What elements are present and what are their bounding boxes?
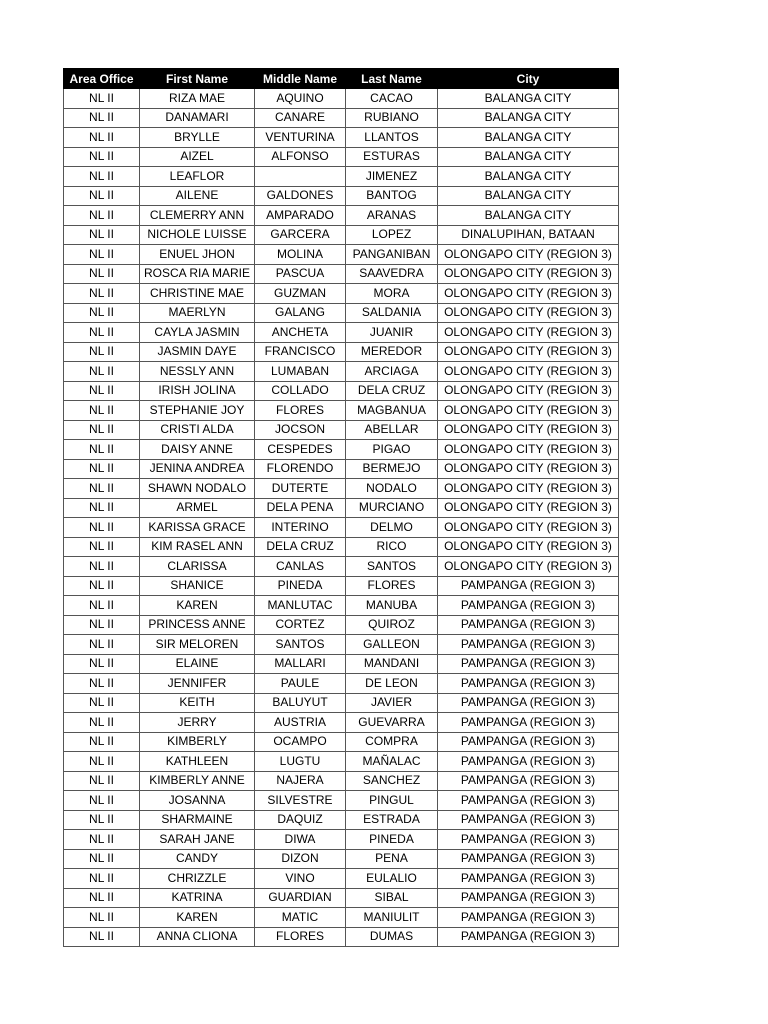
cell-middle-name: FLORENDO — [255, 459, 346, 479]
cell-area-office: NL II — [64, 420, 140, 440]
cell-city: PAMPANGA (REGION 3) — [438, 732, 619, 752]
cell-middle-name — [255, 167, 346, 187]
cell-last-name: QUIROZ — [346, 615, 438, 635]
cell-last-name: COMPRA — [346, 732, 438, 752]
table-row — [64, 225, 619, 245]
cell-middle-name: LUGTU — [255, 752, 346, 772]
table-row — [64, 245, 619, 265]
table-row — [64, 654, 619, 674]
cell-area-office: NL II — [64, 576, 140, 596]
cell-area-office: NL II — [64, 615, 140, 635]
cell-middle-name: DIWA — [255, 830, 346, 850]
cell-first-name: JOSANNA — [140, 791, 255, 811]
cell-city: PAMPANGA (REGION 3) — [438, 810, 619, 830]
cell-last-name: DUMAS — [346, 927, 438, 947]
cell-middle-name: MALLARI — [255, 654, 346, 674]
table-row — [64, 927, 619, 947]
cell-city: DINALUPIHAN, BATAAN — [438, 225, 619, 245]
table-row — [64, 849, 619, 869]
cell-middle-name: PINEDA — [255, 576, 346, 596]
roster-table — [63, 68, 619, 947]
cell-first-name: KAREN — [140, 908, 255, 928]
cell-first-name: DANAMARI — [140, 108, 255, 128]
cell-middle-name: CANLAS — [255, 557, 346, 577]
cell-last-name: MANUBA — [346, 596, 438, 616]
table-row — [64, 498, 619, 518]
cell-city: PAMPANGA (REGION 3) — [438, 615, 619, 635]
cell-middle-name: DELA CRUZ — [255, 537, 346, 557]
cell-first-name: KIMBERLY ANNE — [140, 771, 255, 791]
cell-last-name: SANCHEZ — [346, 771, 438, 791]
table-row — [64, 479, 619, 499]
cell-middle-name: SANTOS — [255, 635, 346, 655]
cell-last-name: MANIULIT — [346, 908, 438, 928]
cell-middle-name: ANCHETA — [255, 323, 346, 343]
cell-city: PAMPANGA (REGION 3) — [438, 869, 619, 889]
table-row — [64, 303, 619, 323]
table-row — [64, 557, 619, 577]
table-row — [64, 186, 619, 206]
cell-city: BALANGA CITY — [438, 89, 619, 109]
cell-area-office: NL II — [64, 810, 140, 830]
cell-first-name: JASMIN DAYE — [140, 342, 255, 362]
cell-last-name: DE LEON — [346, 674, 438, 694]
cell-last-name: RICO — [346, 537, 438, 557]
cell-first-name: PRINCESS ANNE — [140, 615, 255, 635]
cell-middle-name: MOLINA — [255, 245, 346, 265]
cell-area-office: NL II — [64, 128, 140, 148]
cell-area-office: NL II — [64, 479, 140, 499]
cell-area-office: NL II — [64, 323, 140, 343]
cell-middle-name: CESPEDES — [255, 440, 346, 460]
cell-first-name: NESSLY ANN — [140, 362, 255, 382]
header-city: City — [438, 69, 619, 89]
cell-area-office: NL II — [64, 537, 140, 557]
cell-first-name: CHRIZZLE — [140, 869, 255, 889]
cell-first-name: DAISY ANNE — [140, 440, 255, 460]
cell-middle-name: COLLADO — [255, 381, 346, 401]
cell-last-name: MANDANI — [346, 654, 438, 674]
cell-first-name: KARISSA GRACE — [140, 518, 255, 538]
cell-first-name: SHAWN NODALO — [140, 479, 255, 499]
cell-last-name: SAAVEDRA — [346, 264, 438, 284]
cell-city: OLONGAPO CITY (REGION 3) — [438, 245, 619, 265]
cell-city: OLONGAPO CITY (REGION 3) — [438, 362, 619, 382]
cell-middle-name: INTERINO — [255, 518, 346, 538]
cell-city: PAMPANGA (REGION 3) — [438, 674, 619, 694]
cell-last-name: BANTOG — [346, 186, 438, 206]
cell-city: PAMPANGA (REGION 3) — [438, 596, 619, 616]
table-row — [64, 888, 619, 908]
table-row — [64, 635, 619, 655]
cell-first-name: KATRINA — [140, 888, 255, 908]
cell-area-office: NL II — [64, 869, 140, 889]
header-area-office: Area Office — [64, 69, 140, 89]
cell-middle-name: FRANCISCO — [255, 342, 346, 362]
cell-city: BALANGA CITY — [438, 186, 619, 206]
cell-area-office: NL II — [64, 284, 140, 304]
cell-area-office: NL II — [64, 791, 140, 811]
cell-area-office: NL II — [64, 147, 140, 167]
cell-first-name: JENNIFER — [140, 674, 255, 694]
table-row — [64, 908, 619, 928]
table-row — [64, 752, 619, 772]
cell-last-name: PENA — [346, 849, 438, 869]
header-row — [64, 69, 619, 89]
cell-last-name: JAVIER — [346, 693, 438, 713]
cell-last-name: DELMO — [346, 518, 438, 538]
cell-last-name: PINEDA — [346, 830, 438, 850]
cell-last-name: GALLEON — [346, 635, 438, 655]
cell-city: PAMPANGA (REGION 3) — [438, 752, 619, 772]
cell-city: OLONGAPO CITY (REGION 3) — [438, 401, 619, 421]
cell-city: BALANGA CITY — [438, 206, 619, 226]
table-row — [64, 713, 619, 733]
table-row — [64, 810, 619, 830]
cell-city: PAMPANGA (REGION 3) — [438, 888, 619, 908]
cell-middle-name: JOCSON — [255, 420, 346, 440]
table-row — [64, 401, 619, 421]
cell-area-office: NL II — [64, 557, 140, 577]
cell-last-name: NODALO — [346, 479, 438, 499]
cell-middle-name: GUZMAN — [255, 284, 346, 304]
cell-middle-name: FLORES — [255, 401, 346, 421]
cell-middle-name: MATIC — [255, 908, 346, 928]
cell-area-office: NL II — [64, 108, 140, 128]
cell-area-office: NL II — [64, 771, 140, 791]
cell-first-name: SARAH JANE — [140, 830, 255, 850]
cell-middle-name: CORTEZ — [255, 615, 346, 635]
cell-middle-name: BALUYUT — [255, 693, 346, 713]
cell-city: OLONGAPO CITY (REGION 3) — [438, 303, 619, 323]
cell-first-name: JENINA ANDREA — [140, 459, 255, 479]
cell-first-name: IRISH JOLINA — [140, 381, 255, 401]
cell-first-name: AIZEL — [140, 147, 255, 167]
cell-last-name: ARANAS — [346, 206, 438, 226]
cell-middle-name: GARCERA — [255, 225, 346, 245]
table-row — [64, 264, 619, 284]
cell-middle-name: OCAMPO — [255, 732, 346, 752]
cell-first-name: JERRY — [140, 713, 255, 733]
table-row — [64, 771, 619, 791]
table-row — [64, 323, 619, 343]
cell-area-office: NL II — [64, 654, 140, 674]
cell-middle-name: FLORES — [255, 927, 346, 947]
cell-last-name: MORA — [346, 284, 438, 304]
cell-middle-name: VENTURINA — [255, 128, 346, 148]
cell-last-name: SALDANIA — [346, 303, 438, 323]
cell-last-name: JIMENEZ — [346, 167, 438, 187]
table-row — [64, 420, 619, 440]
cell-first-name: ELAINE — [140, 654, 255, 674]
cell-city: PAMPANGA (REGION 3) — [438, 830, 619, 850]
cell-first-name: SIR MELOREN — [140, 635, 255, 655]
cell-city: OLONGAPO CITY (REGION 3) — [438, 557, 619, 577]
cell-first-name: NICHOLE LUISSE — [140, 225, 255, 245]
cell-area-office: NL II — [64, 401, 140, 421]
cell-last-name: ARCIAGA — [346, 362, 438, 382]
table-body — [64, 89, 619, 947]
cell-last-name: FLORES — [346, 576, 438, 596]
cell-first-name: KEITH — [140, 693, 255, 713]
cell-first-name: ENUEL JHON — [140, 245, 255, 265]
cell-city: PAMPANGA (REGION 3) — [438, 908, 619, 928]
cell-last-name: ESTRADA — [346, 810, 438, 830]
cell-area-office: NL II — [64, 362, 140, 382]
cell-last-name: LOPEZ — [346, 225, 438, 245]
cell-area-office: NL II — [64, 596, 140, 616]
cell-middle-name: AQUINO — [255, 89, 346, 109]
cell-city: OLONGAPO CITY (REGION 3) — [438, 518, 619, 538]
cell-area-office: NL II — [64, 206, 140, 226]
cell-last-name: MAGBANUA — [346, 401, 438, 421]
cell-middle-name: PAULE — [255, 674, 346, 694]
table-row — [64, 206, 619, 226]
cell-last-name: MURCIANO — [346, 498, 438, 518]
cell-first-name: ANNA CLIONA — [140, 927, 255, 947]
cell-first-name: KIM RASEL ANN — [140, 537, 255, 557]
cell-area-office: NL II — [64, 674, 140, 694]
cell-area-office: NL II — [64, 225, 140, 245]
cell-area-office: NL II — [64, 693, 140, 713]
cell-last-name: JUANIR — [346, 323, 438, 343]
table-row — [64, 537, 619, 557]
cell-last-name: CACAO — [346, 89, 438, 109]
cell-first-name: CANDY — [140, 849, 255, 869]
cell-first-name: BRYLLE — [140, 128, 255, 148]
cell-first-name: KATHLEEN — [140, 752, 255, 772]
table-row — [64, 459, 619, 479]
cell-first-name: ARMEL — [140, 498, 255, 518]
cell-middle-name: MANLUTAC — [255, 596, 346, 616]
cell-last-name: PINGUL — [346, 791, 438, 811]
cell-last-name: PIGAO — [346, 440, 438, 460]
table-row — [64, 596, 619, 616]
cell-city: BALANGA CITY — [438, 128, 619, 148]
cell-area-office: NL II — [64, 303, 140, 323]
cell-city: BALANGA CITY — [438, 167, 619, 187]
cell-city: OLONGAPO CITY (REGION 3) — [438, 342, 619, 362]
cell-area-office: NL II — [64, 732, 140, 752]
cell-first-name: CRISTI ALDA — [140, 420, 255, 440]
cell-area-office: NL II — [64, 89, 140, 109]
table-row — [64, 108, 619, 128]
cell-area-office: NL II — [64, 381, 140, 401]
cell-city: PAMPANGA (REGION 3) — [438, 713, 619, 733]
cell-first-name: STEPHANIE JOY — [140, 401, 255, 421]
cell-city: OLONGAPO CITY (REGION 3) — [438, 498, 619, 518]
cell-first-name: MAERLYN — [140, 303, 255, 323]
cell-last-name: ESTURAS — [346, 147, 438, 167]
table-row — [64, 89, 619, 109]
table-row — [64, 362, 619, 382]
cell-area-office: NL II — [64, 186, 140, 206]
cell-last-name: RUBIANO — [346, 108, 438, 128]
cell-city: PAMPANGA (REGION 3) — [438, 635, 619, 655]
table-row — [64, 342, 619, 362]
cell-city: PAMPANGA (REGION 3) — [438, 654, 619, 674]
cell-first-name: KIMBERLY — [140, 732, 255, 752]
cell-last-name: DELA CRUZ — [346, 381, 438, 401]
cell-city: PAMPANGA (REGION 3) — [438, 791, 619, 811]
table-row — [64, 381, 619, 401]
cell-middle-name: PASCUA — [255, 264, 346, 284]
cell-city: OLONGAPO CITY (REGION 3) — [438, 459, 619, 479]
cell-middle-name: GALANG — [255, 303, 346, 323]
cell-city: OLONGAPO CITY (REGION 3) — [438, 323, 619, 343]
table-row — [64, 732, 619, 752]
table-row — [64, 693, 619, 713]
cell-first-name: SHANICE — [140, 576, 255, 596]
table-row — [64, 674, 619, 694]
cell-first-name: KAREN — [140, 596, 255, 616]
cell-area-office: NL II — [64, 830, 140, 850]
cell-city: BALANGA CITY — [438, 108, 619, 128]
cell-middle-name: DIZON — [255, 849, 346, 869]
table-row — [64, 576, 619, 596]
cell-city: OLONGAPO CITY (REGION 3) — [438, 420, 619, 440]
cell-first-name: ROSCA RIA MARIE — [140, 264, 255, 284]
cell-city: OLONGAPO CITY (REGION 3) — [438, 381, 619, 401]
cell-city: BALANGA CITY — [438, 147, 619, 167]
cell-city: OLONGAPO CITY (REGION 3) — [438, 284, 619, 304]
table-row — [64, 284, 619, 304]
cell-last-name: MAÑALAC — [346, 752, 438, 772]
cell-last-name: BERMEJO — [346, 459, 438, 479]
cell-area-office: NL II — [64, 440, 140, 460]
cell-middle-name: SILVESTRE — [255, 791, 346, 811]
cell-area-office: NL II — [64, 245, 140, 265]
cell-city: OLONGAPO CITY (REGION 3) — [438, 264, 619, 284]
cell-area-office: NL II — [64, 908, 140, 928]
header-last-name: Last Name — [346, 69, 438, 89]
cell-middle-name: AUSTRIA — [255, 713, 346, 733]
cell-middle-name: CANARE — [255, 108, 346, 128]
cell-area-office: NL II — [64, 342, 140, 362]
cell-last-name: PANGANIBAN — [346, 245, 438, 265]
cell-middle-name: DELA PENA — [255, 498, 346, 518]
cell-middle-name: AMPARADO — [255, 206, 346, 226]
cell-first-name: CLARISSA — [140, 557, 255, 577]
cell-first-name: CAYLA JASMIN — [140, 323, 255, 343]
cell-middle-name: GALDONES — [255, 186, 346, 206]
table-row — [64, 440, 619, 460]
table-row — [64, 167, 619, 187]
table-row — [64, 830, 619, 850]
cell-area-office: NL II — [64, 518, 140, 538]
cell-first-name: RIZA MAE — [140, 89, 255, 109]
cell-middle-name: LUMABAN — [255, 362, 346, 382]
cell-area-office: NL II — [64, 635, 140, 655]
cell-area-office: NL II — [64, 752, 140, 772]
cell-city: PAMPANGA (REGION 3) — [438, 693, 619, 713]
cell-city: PAMPANGA (REGION 3) — [438, 771, 619, 791]
header-middle-name: Middle Name — [255, 69, 346, 89]
table-row — [64, 147, 619, 167]
table-row — [64, 615, 619, 635]
cell-middle-name: VINO — [255, 869, 346, 889]
cell-area-office: NL II — [64, 167, 140, 187]
cell-city: OLONGAPO CITY (REGION 3) — [438, 440, 619, 460]
cell-area-office: NL II — [64, 264, 140, 284]
cell-area-office: NL II — [64, 888, 140, 908]
cell-area-office: NL II — [64, 849, 140, 869]
cell-last-name: LLANTOS — [346, 128, 438, 148]
cell-middle-name: NAJERA — [255, 771, 346, 791]
cell-first-name: AILENE — [140, 186, 255, 206]
cell-first-name: LEAFLOR — [140, 167, 255, 187]
table-row — [64, 869, 619, 889]
table-row — [64, 791, 619, 811]
cell-last-name: SIBAL — [346, 888, 438, 908]
cell-city: PAMPANGA (REGION 3) — [438, 576, 619, 596]
cell-city: OLONGAPO CITY (REGION 3) — [438, 479, 619, 499]
cell-first-name: CLEMERRY ANN — [140, 206, 255, 226]
cell-middle-name: GUARDIAN — [255, 888, 346, 908]
cell-area-office: NL II — [64, 713, 140, 733]
cell-first-name: CHRISTINE MAE — [140, 284, 255, 304]
cell-area-office: NL II — [64, 459, 140, 479]
table-row — [64, 518, 619, 538]
table-row — [64, 128, 619, 148]
cell-middle-name: ALFONSO — [255, 147, 346, 167]
cell-first-name: SHARMAINE — [140, 810, 255, 830]
cell-area-office: NL II — [64, 498, 140, 518]
table-header — [64, 69, 619, 89]
cell-last-name: EULALIO — [346, 869, 438, 889]
cell-city: OLONGAPO CITY (REGION 3) — [438, 537, 619, 557]
cell-last-name: GUEVARRA — [346, 713, 438, 733]
cell-last-name: MEREDOR — [346, 342, 438, 362]
header-first-name: First Name — [140, 69, 255, 89]
cell-last-name: SANTOS — [346, 557, 438, 577]
cell-city: PAMPANGA (REGION 3) — [438, 927, 619, 947]
cell-area-office: NL II — [64, 927, 140, 947]
cell-middle-name: DAQUIZ — [255, 810, 346, 830]
cell-city: PAMPANGA (REGION 3) — [438, 849, 619, 869]
cell-last-name: ABELLAR — [346, 420, 438, 440]
cell-middle-name: DUTERTE — [255, 479, 346, 499]
